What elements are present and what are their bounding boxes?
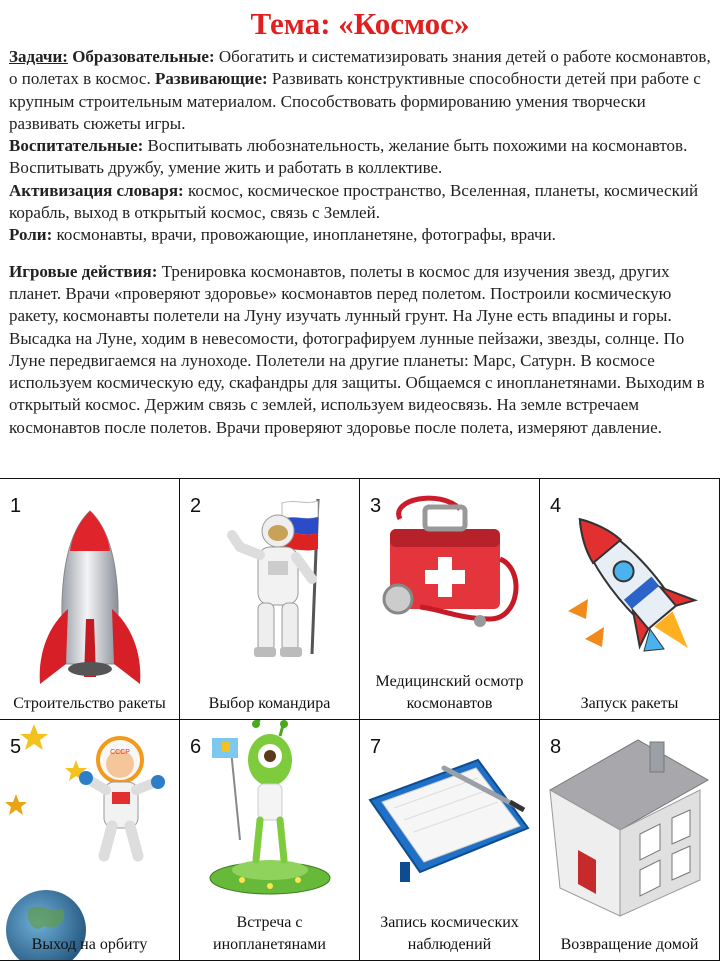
card-caption: Возвращение домой <box>560 936 699 953</box>
upbringing-paragraph <box>9 135 715 180</box>
tasks-paragraph <box>9 46 715 135</box>
card-caption: Медицинский осмотр космонавтов <box>375 673 524 712</box>
activity-card-8 <box>540 720 720 961</box>
card-caption: Запуск ракеты <box>580 695 679 712</box>
card-number: 6 <box>190 736 202 758</box>
roles-paragraph <box>9 224 715 246</box>
astronaut-flag-icon <box>180 479 360 720</box>
card-caption: Строительство ракеты <box>13 695 166 712</box>
edu-text: Обогатить и систематизировать знания детей о работе космонавтов, о полетах в космос. <box>9 47 711 89</box>
rocket-launch-icon <box>540 479 720 720</box>
actions-paragraph <box>9 261 715 439</box>
card-caption: Встреча с инопланетянами <box>213 914 326 953</box>
activity-card-2 <box>180 479 360 720</box>
activity-card-6 <box>180 720 360 961</box>
tasks-label: Задачи: <box>9 47 68 66</box>
activity-card-3 <box>360 479 540 720</box>
vocabulary-paragraph <box>9 180 715 225</box>
activity-card-7 <box>360 720 540 961</box>
card-number: 5 <box>10 736 22 758</box>
card-number: 7 <box>370 736 382 758</box>
activity-card-5 <box>0 720 180 961</box>
actions-text: Тренировка космонавтов, полеты в космос для изучения звезд, других планет. Врачи «проверяют здоровье» космонавтов перед полетом. Построили космическую ракету, космонавты полетели на Луну изучать лунный грунт. На Луне есть впадины и горы. Высадка на Луне, ходим в невесомости, фотографируем лунные пейзажи, звезды, солнце. По Луне передвигаемся на луноходе. Полетели на другие планеты: Марс, Сатурн. В космосе используем космическую еду, скафандры для защиты. Общаемся с инопланетянами. Выходим в открытый космос. Держим связь с землей, используем видеосвязь. На земле встречаем космонавтов после полетов. Врачи проверяют здоровье после полета, измеряют давление. <box>9 261 705 437</box>
dev-text: Развивать конструктивные способности детей при работе с крупным строительным материалом. Способствовать формированию умения творчески развивать сюжеты игры. <box>9 69 701 133</box>
rocket-icon <box>0 479 180 720</box>
card-caption: Выбор командира <box>208 695 331 712</box>
upbringing-text: Воспитывать любознательность, желание быть похожими на космонавтов. Воспитывать дружбу, умение жить и работать в коллективе. <box>9 136 688 178</box>
upbringing-label: Воспитательные: <box>9 136 144 156</box>
card-number: 8 <box>550 736 562 758</box>
roles-text: космонавты, врачи, провожающие, инопланетяне, фотографы, врачи. <box>52 225 556 245</box>
cartoon-cosmonaut-icon <box>0 720 180 961</box>
actions-label: Игровые действия: <box>9 261 158 281</box>
card-number: 3 <box>370 495 382 517</box>
roles-label: Роли: <box>9 225 53 245</box>
card-caption: Запись космических наблюдений <box>380 914 519 953</box>
activity-cards-grid <box>0 478 720 961</box>
edu-label: Образовательные: <box>72 47 215 66</box>
card-number: 1 <box>10 495 22 517</box>
activity-card-4 <box>540 479 720 720</box>
page-title: Тема: «Космос» <box>250 6 470 41</box>
vocabulary-label: Активизация словаря: <box>9 180 184 200</box>
vocabulary-text: космос, космическое пространство, Вселенная, планеты, космический корабль, выход в открытый космос, связь с Землей. <box>9 180 699 223</box>
house-icon <box>540 720 720 961</box>
card-number: 4 <box>550 495 562 517</box>
activity-card-1 <box>0 479 180 720</box>
lesson-description <box>9 46 715 439</box>
dev-label: Развивающие: <box>154 69 268 89</box>
card-caption: Выход на орбиту <box>31 936 148 953</box>
card-number: 2 <box>190 495 202 517</box>
helmet-flag-text: CCCP <box>110 749 130 756</box>
